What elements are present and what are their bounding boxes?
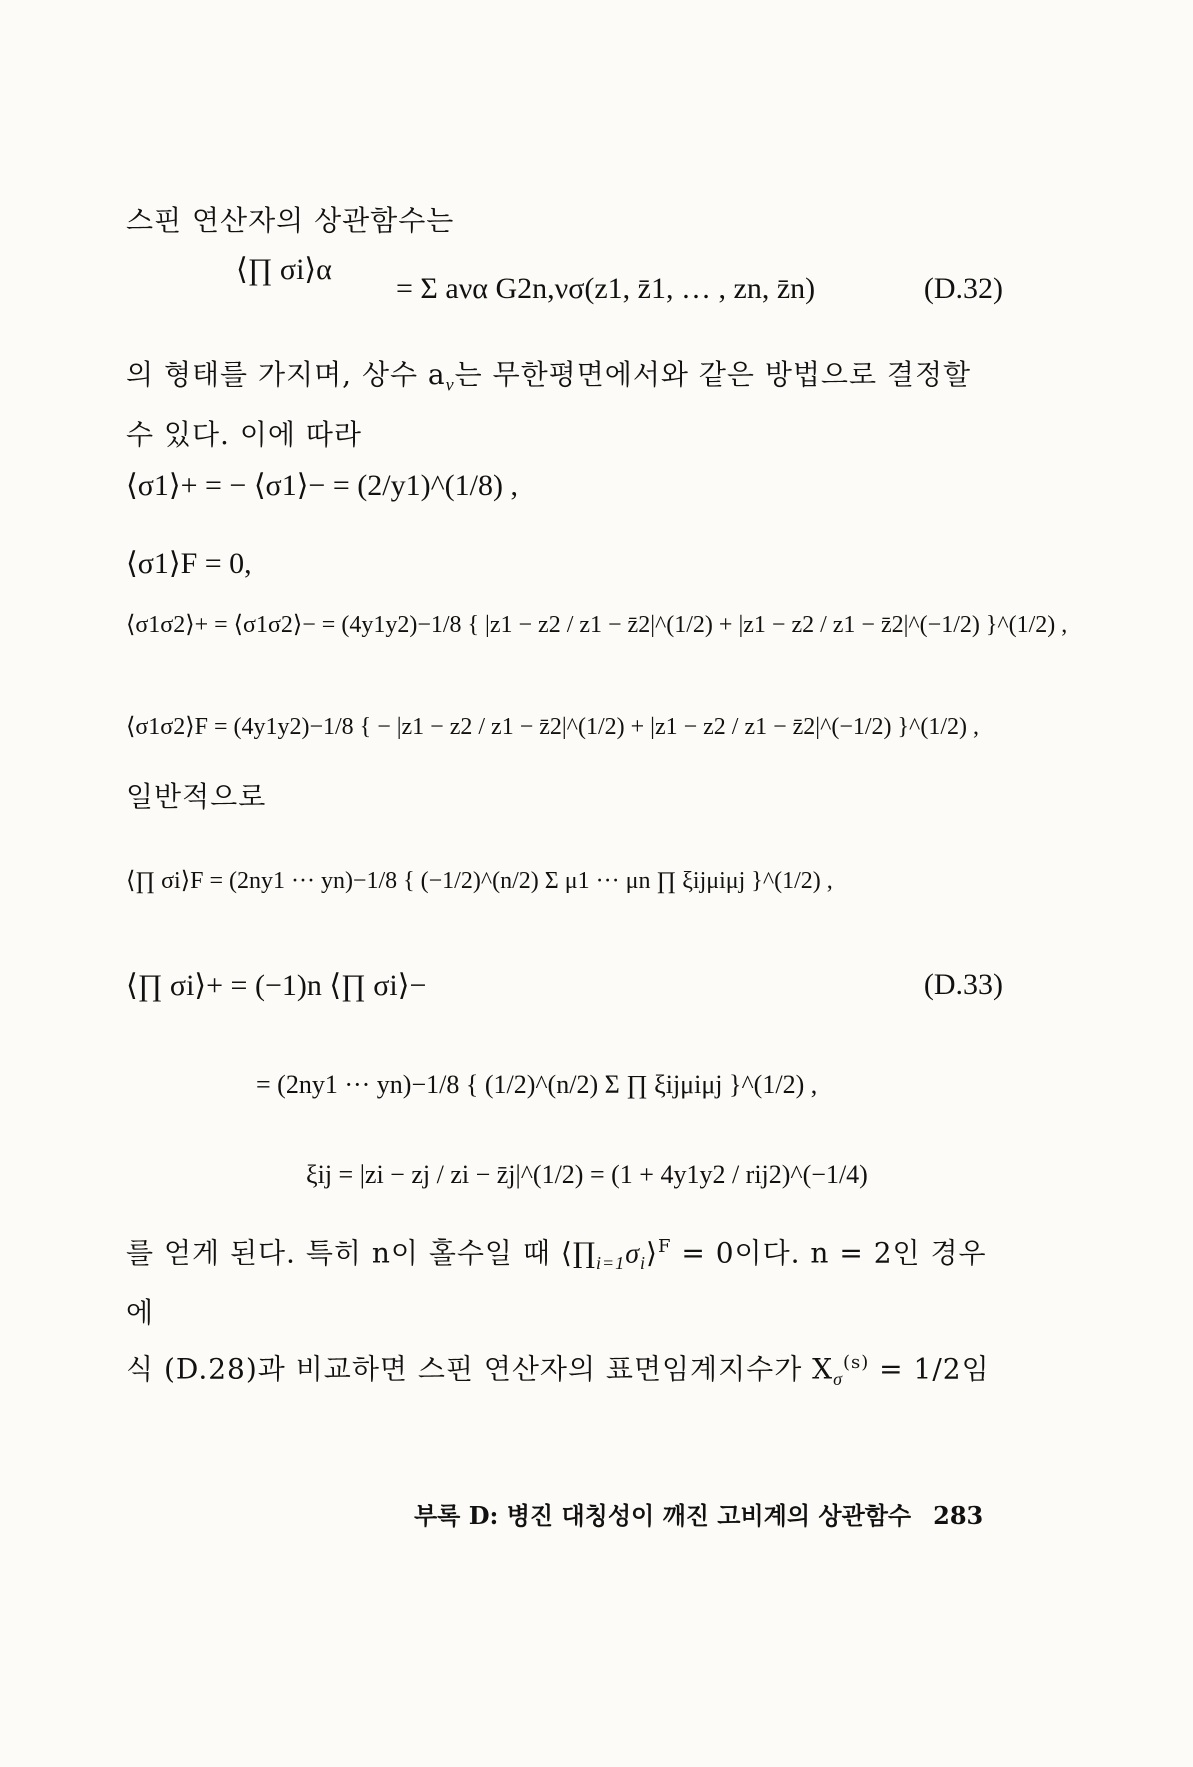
equation-e3: ⟨σ1σ2⟩+ = ⟨σ1σ2⟩− = (4y1y2)−1/8 { |z1 − z2 / z1 − z̄2|^(1/2) + |z1 − z2 / z1 − z̄2|^(−1/2) }^(1/2) , [126,612,1068,638]
paragraph-1-b: 는 무한평면에서와 같은 방법으로 결정할 [454,358,972,391]
paragraph-1-a: 의 형태를 가지며, 상수 a [126,358,446,391]
closing-2: 식 (D.28)과 비교하면 스핀 연산자의 표면임계지수가 X [126,1352,834,1386]
equation-e1: ⟨σ1⟩+ = − ⟨σ1⟩− = (2/y1)^(1/8) , [126,469,518,502]
closing-1-sigma: σ [625,1238,640,1270]
closing-1-end: = 0이다. n = 2인 경우에 [126,1236,987,1329]
equation-d32 [126,246,1006,336]
closing-1-sup: F [657,1236,672,1257]
paragraph-1-sub: ν [445,374,455,395]
closing-2-sub: σ [833,1368,843,1389]
paragraph-1 [126,350,1006,460]
page-number: 283 [933,1501,984,1530]
equation-d32-lhs: ⟨∏ σi⟩α [236,253,332,286]
equation-e8: ξij = |zi − zj / zi − z̄j|^(1/2) = (1 + 4y1y2 / rij2)^(−1/4) [306,1160,868,1189]
intro-text: 스핀 연산자의 상관함수는 [126,204,455,237]
closing-2-sup: (s) [842,1351,870,1373]
equation-e6: ⟨∏ σi⟩+ = (−1)n ⟨∏ σi⟩− [126,969,427,1002]
running-title: 부록 D: 병진 대칭성이 깨진 고비계의 상관함수 [414,1501,912,1530]
equation-e7: = (2ny1 ··· yn)−1/8 { (1/2)^(n/2) Σ ∏ ξijμiμj }^(1/2) , [256,1070,818,1099]
closing-2-end: = 1/2임 [869,1352,990,1386]
closing-paragraph [126,1222,1006,1404]
closing-1-sigma-sub: i [640,1252,647,1273]
equation-e4: ⟨σ1σ2⟩F = (4y1y2)−1/8 { − |z1 − z2 / z1 − z̄2|^(1/2) + |z1 − z2 / z1 − z̄2|^(−1/2) }^(1/2) , [126,714,979,740]
equation-e2: ⟨σ1⟩F = 0, [126,547,252,580]
equation-e5: ⟨∏ σi⟩F = (2ny1 ··· yn)−1/8 { (−1/2)^(n/2) Σ μ1 ··· μn ∏ ξijμiμj }^(1/2) , [126,868,833,894]
equation-label-d33: (D.33) [923,968,1003,1001]
general-heading: 일반적으로 [126,780,267,813]
closing-1-bracket: ⟩ [646,1236,658,1270]
page-footer [414,1496,983,1531]
paragraph-1-c: 수 있다. 이에 따라 [126,417,362,451]
equation-label-d32: (D.32) [923,272,1003,305]
closing-1-sub: i=1 [596,1252,626,1273]
equation-d32-rhs: = Σ aνα G2n,νσ(z1, z̄1, … , zn, z̄n) [396,272,816,305]
closing-1: 를 얻게 된다. 특히 n이 홀수일 때 ⟨∏ [126,1236,597,1270]
